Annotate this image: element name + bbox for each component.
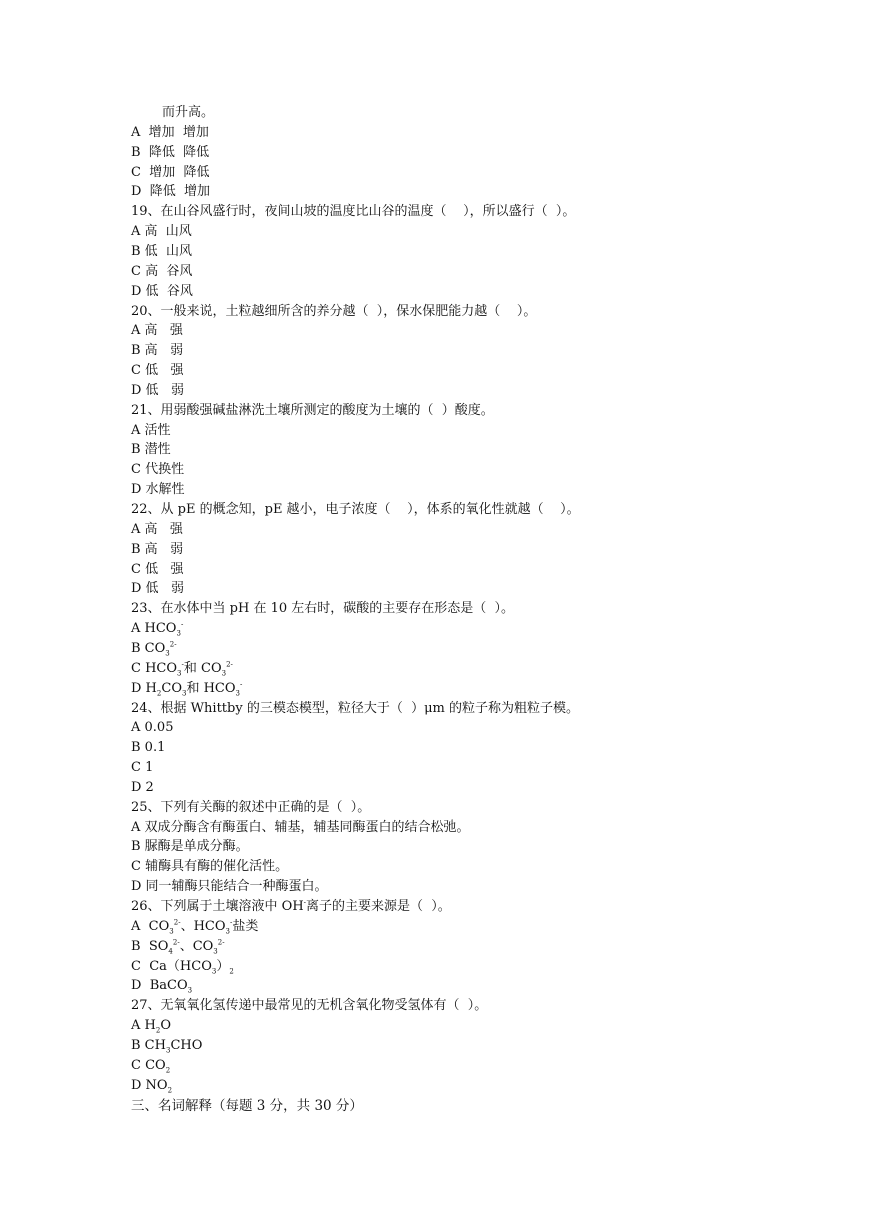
answer-option	[131, 919, 258, 937]
text-run: 盐类	[232, 918, 259, 934]
question-text: 22、从 pE 的概念知，pE 越小，电子浓度（ ），体系的氧化性就越（ ）。	[131, 502, 580, 517]
superscript: -	[303, 898, 307, 907]
text-run: C CO	[131, 1057, 166, 1073]
text-run: CHO	[170, 1037, 203, 1053]
text-run: B CH	[131, 1037, 166, 1053]
answer-option: B 高 弱	[131, 343, 184, 359]
text-run: 和 CO	[183, 660, 222, 676]
answer-option: D 同一辅酶只能结合一种酶蛋白。	[131, 879, 328, 895]
answer-option: A 双成分酶含有酶蛋白、辅基，辅基同酶蛋白的结合松弛。	[131, 819, 470, 835]
text-run: O	[160, 1018, 171, 1034]
answer-option: A 增加 增加	[131, 124, 209, 140]
superscript: 2-	[226, 660, 233, 669]
subscript: 3	[211, 967, 217, 976]
question-text: 27、无氧氧化氢传递中最常见的无机含氧化物受氢体有（ ）。	[131, 998, 488, 1014]
subscript: 3	[176, 629, 181, 638]
text-run: A HCO	[131, 621, 177, 637]
answer-option: B 低 山风	[131, 243, 192, 259]
answer-option: D 低 弱	[131, 581, 184, 597]
answer-option: A 高 强	[131, 521, 183, 537]
answer-option: B 高 弱	[131, 541, 184, 557]
answer-option: C 增加 降低	[131, 164, 210, 180]
subscript: 3	[165, 649, 170, 658]
answer-option	[131, 1038, 202, 1056]
subscript: 2	[229, 967, 234, 976]
text-run: CO	[161, 680, 182, 696]
answer-option	[131, 661, 233, 679]
subscript: 2	[165, 1066, 171, 1075]
answer-option: C 低 强	[131, 561, 184, 577]
text-run: C Ca（HCO	[131, 958, 212, 974]
text-run: B CO	[131, 640, 166, 656]
superscript: -	[181, 660, 184, 669]
answer-option	[131, 1018, 171, 1036]
answer-option: D 水解性	[131, 482, 185, 498]
superscript: -	[240, 680, 243, 689]
answer-option: B 降低 降低	[131, 144, 210, 160]
subscript: 4	[168, 947, 173, 956]
answer-option: C 代换性	[131, 462, 185, 478]
answer-option: B 潜性	[131, 442, 171, 458]
answer-option	[131, 621, 183, 639]
text-run: 离子的主要来源是（ ）。	[306, 899, 451, 914]
subscript: 3	[213, 947, 218, 956]
superscript: -	[180, 620, 184, 629]
superscript: 2-	[169, 640, 177, 649]
subscript: 2	[156, 689, 162, 698]
answer-option	[131, 939, 225, 957]
answer-option: D 降低 增加	[131, 184, 210, 200]
subscript: 3	[165, 1046, 171, 1055]
answer-option: A 高 强	[131, 323, 183, 339]
question-text: 20、一般来说，土粒越细所含的养分越（ ），保水保肥能力越（ ）。	[131, 303, 537, 319]
answer-option: C 低 强	[131, 363, 184, 379]
text-run: D BaCO	[131, 978, 188, 994]
answer-option	[131, 978, 192, 996]
answer-option: B 脲酶是单成分酶。	[131, 839, 249, 855]
answer-option	[131, 641, 177, 659]
answer-option: A 0.05	[131, 720, 174, 736]
answer-option: C 1	[131, 760, 154, 776]
question-text: 21、用弱酸强碱盐淋洗土壤所测定的酸度为土壤的（ ）酸度。	[131, 402, 494, 418]
section-heading: 三、名词解释（每题 3 分，共 30 分）	[131, 1097, 363, 1114]
text-run: 和 HCO	[186, 680, 236, 696]
answer-option	[131, 681, 242, 699]
answer-option	[131, 959, 234, 977]
question-text: 24、根据 Whittby 的三模态模型，粒径大于（ ）μm 的粒子称为粗粒子模。	[131, 700, 579, 716]
text-run: B SO	[131, 938, 169, 954]
subscript: 3	[169, 927, 174, 936]
answer-option: D 2	[131, 779, 154, 795]
subscript: 3	[187, 986, 193, 995]
text-run: A CO	[131, 918, 170, 934]
text-run: D H	[131, 680, 157, 696]
text-run: 、HCO	[180, 918, 226, 934]
answer-option	[131, 1078, 172, 1096]
question-text: 25、下列有关酶的叙述中正确的是（ ）。	[131, 799, 371, 815]
text-run: ）	[216, 958, 230, 974]
answer-option: D 低 弱	[131, 382, 184, 398]
answer-option	[131, 1058, 170, 1076]
subscript: 2	[167, 1086, 173, 1095]
question-text	[131, 899, 451, 917]
text-run: A H	[131, 1018, 156, 1034]
continuation-text: 而升高。	[162, 105, 215, 120]
answer-option: A 高 山风	[131, 224, 192, 240]
superscript: -	[229, 918, 233, 927]
text-run: 26、下列属于土壤溶液中 OH	[131, 899, 304, 914]
answer-option: C 高 谷风	[131, 263, 193, 279]
subscript: 3	[235, 689, 240, 698]
question-text: 19、在山谷风盛行时，夜间山坡的温度比山谷的温度（ ），所以盛行（ ）。	[131, 204, 576, 220]
subscript: 3	[181, 689, 187, 698]
question-text: 23、在水体中当 pH 在 10 左右时，碳酸的主要存在形态是（ ）。	[131, 601, 515, 617]
text-run: 、CO	[179, 938, 214, 954]
text-run: C HCO	[131, 660, 178, 676]
text-run: D NO	[131, 1077, 168, 1093]
superscript: 2-	[172, 938, 180, 947]
superscript: 2-	[173, 918, 181, 927]
subscript: 2	[155, 1026, 161, 1035]
answer-option: D 低 谷风	[131, 283, 193, 299]
answer-option: C 辅酶具有酶的催化活性。	[131, 859, 289, 875]
answer-option: A 活性	[131, 422, 171, 438]
answer-option: B 0.1	[131, 740, 166, 756]
superscript: 2-	[217, 938, 225, 947]
subscript: 3	[221, 669, 227, 678]
subscript: 3	[225, 927, 230, 936]
subscript: 3	[177, 669, 182, 678]
